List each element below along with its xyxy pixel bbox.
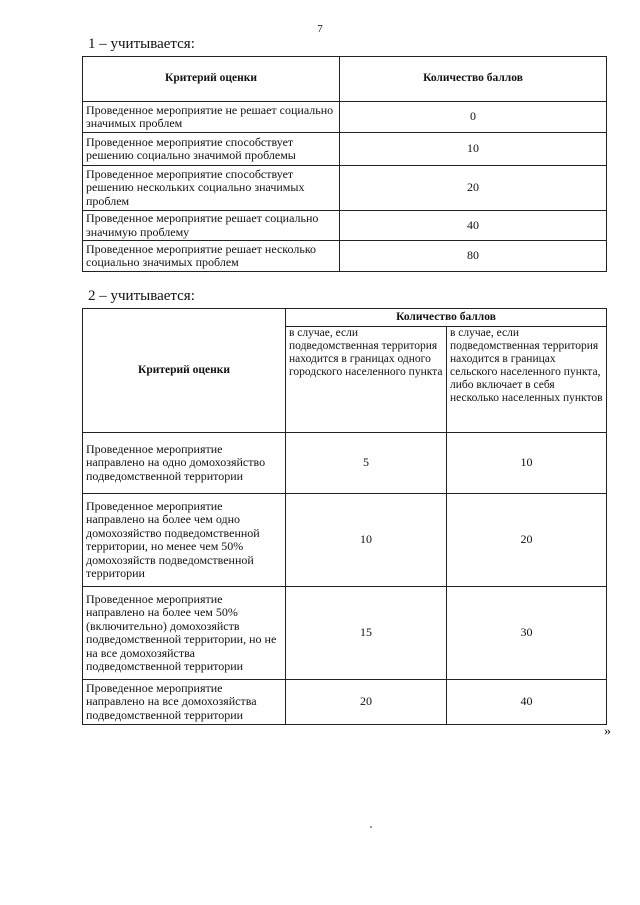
table-row xyxy=(83,494,607,587)
section2-table xyxy=(82,308,607,725)
criterion-cell: Проведенное мероприятие направлено на одно домохозяйство подведомственной территории xyxy=(83,433,286,494)
criterion-header: Критерий оценки xyxy=(83,309,286,433)
rural-subheader: в случае, если подведомственная территория находится в границах сельского населенного пункта, либо включает в себя несколько населенных пунктов xyxy=(447,327,607,433)
table-row xyxy=(83,241,607,272)
criterion-cell: Проведенное мероприятие направлено на более чем 50% (включительно) домохозяйств подведомственной территории, но не на все домохозяйства подведомственной территории xyxy=(83,587,286,680)
section1-heading: 1 – учитывается: xyxy=(88,36,195,52)
table-row xyxy=(83,587,607,680)
section2-heading: 2 – учитывается: xyxy=(88,288,195,304)
criterion-cell: Проведенное мероприятие решает несколько социально значимых проблем xyxy=(83,241,340,272)
rural-points-cell: 40 xyxy=(447,680,607,725)
rural-points-cell: 20 xyxy=(447,494,607,587)
criterion-cell: Проведенное мероприятие направлено на все домохозяйства подведомственной территории xyxy=(83,680,286,725)
table-row xyxy=(83,166,607,211)
table-header-row xyxy=(83,57,607,102)
table-header-row xyxy=(83,309,607,327)
urban-subheader: в случае, если подведомственная территория находится в границах одного городского населенного пункта xyxy=(286,327,447,433)
points-header: Количество баллов xyxy=(286,309,607,327)
points-cell: 40 xyxy=(340,211,607,241)
section1-table xyxy=(82,56,607,272)
criterion-cell: Проведенное мероприятие направлено на более чем одно домохозяйство подведомственной территории, но менее чем 50% домохозяйств подведомственной территории xyxy=(83,494,286,587)
page-number: 7 xyxy=(317,23,323,35)
urban-points-cell: 5 xyxy=(286,433,447,494)
points-cell: 0 xyxy=(340,102,607,133)
points-header: Количество баллов xyxy=(340,57,607,102)
urban-points-cell: 20 xyxy=(286,680,447,725)
points-cell: 10 xyxy=(340,133,607,166)
table-row xyxy=(83,102,607,133)
criterion-cell: Проведенное мероприятие не решает социально значимых проблем xyxy=(83,102,340,133)
points-cell: 80 xyxy=(340,241,607,272)
scan-dot xyxy=(370,826,372,828)
points-cell: 20 xyxy=(340,166,607,211)
table-row xyxy=(83,133,607,166)
table-row xyxy=(83,211,607,241)
criterion-cell: Проведенное мероприятие способствует решению нескольких социально значимых проблем xyxy=(83,166,340,211)
rural-points-cell: 10 xyxy=(447,433,607,494)
urban-points-cell: 10 xyxy=(286,494,447,587)
table-row xyxy=(83,433,607,494)
criterion-header: Критерий оценки xyxy=(83,57,340,102)
rural-points-cell: 30 xyxy=(447,587,607,680)
criterion-cell: Проведенное мероприятие способствует решению социально значимой проблемы xyxy=(83,133,340,166)
urban-points-cell: 15 xyxy=(286,587,447,680)
criterion-cell: Проведенное мероприятие решает социально значимую проблему xyxy=(83,211,340,241)
table-row xyxy=(83,680,607,725)
closing-quote-mark: » xyxy=(604,724,611,739)
